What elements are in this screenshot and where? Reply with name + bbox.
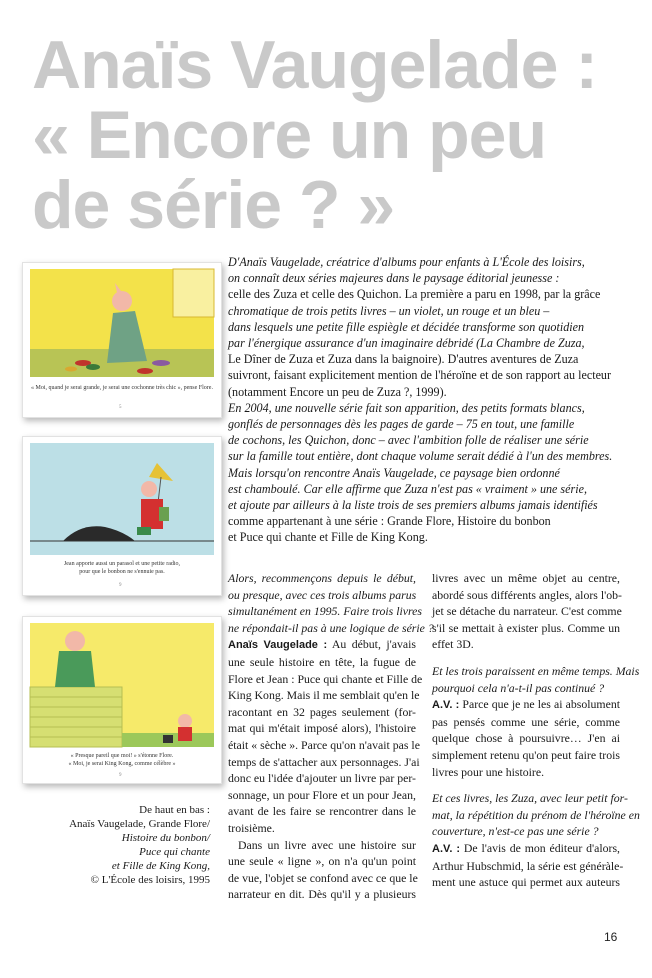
speaker-label: A.V. : (432, 842, 460, 855)
answer-line: Flore et Jean : Puce qui chante et Fille de (228, 671, 423, 686)
thumbnail-king-kong (22, 616, 222, 784)
credits-line: et Fille de King Kong, (111, 860, 210, 872)
thumbnail-grande-flore (22, 262, 222, 418)
speaker-label: Anaïs Vaugelade : (228, 639, 328, 652)
answer-line: avant de les faire se rencontrer dans le (228, 804, 416, 819)
intro-line: chromatique de trois petits livres – un violet, un rouge et un bleu – (228, 303, 550, 318)
answer-line: livres pour une histoire. (432, 764, 545, 779)
intro-line: celle des Zuza et celle des Quichon. La première a paru en 1998, par la grâce (228, 287, 601, 302)
question-line: ou presque, avec ces trois albums parus (228, 587, 417, 602)
question-line: simultanément en 1995. Faire trois livres (228, 604, 422, 619)
credits-heading: De haut en bas : (139, 804, 210, 816)
question-line: mat, la répétition du prénom de l'héroïne en (432, 807, 640, 822)
intro-line: (notamment Encore un peu de Zuza ?, 1999). (228, 384, 447, 399)
intro-line: gonflés de personnages dès les pages de garde – 75 en tout, une famille (228, 417, 575, 432)
intro-line: par l'énergique assurance d'un imaginaire débridé (La Chambre de Zuza, (228, 336, 585, 351)
answer-line: temps de s'attacher aux personnages. J'ai (228, 754, 420, 769)
credits-line: © L'École des loisirs, 1995 (90, 874, 210, 886)
intro-paragraph (228, 254, 632, 546)
title-line: « Encore un peu (32, 97, 546, 173)
thumbnail-caption: « Moi, quand je serai grande, je serai une cochonne très chic », pense Flore. (31, 385, 213, 391)
answer-line: Au début, j'avais (331, 637, 416, 652)
answer-line: ment une astuce qui permet aux auteurs (432, 875, 620, 890)
intro-line: Le Dîner de Zuza et Zuza dans la baignoire). D'autres aventures de Zuza (228, 352, 579, 367)
answer-line: une seule histoire en tête, la fugue de (228, 654, 416, 669)
interview-column-2 (432, 570, 640, 891)
article-title (32, 27, 632, 243)
thumbnail-page-number: 5 (119, 405, 122, 410)
answer-line: de vue, l'objet se confond avec ce que le (228, 870, 418, 885)
title-line: de série ? » (32, 167, 395, 243)
intro-line: on connaît deux séries majeures dans le paysage éditorial jeunesse : (228, 271, 560, 286)
answer-line: abordé sous différents angles, alors l'ob- (432, 587, 622, 602)
intro-line: et Puce qui chante et Fille de King Kong. (228, 530, 428, 545)
answer-line: livres avec un même objet au centre, (432, 571, 620, 585)
question-line: pourquoi cela n'a-t-il pas continué ? (432, 680, 605, 695)
answer-line: King Kong. Mais il me semblait qu'en le (228, 688, 420, 703)
question-line: Et les trois paraissent en même temps. Mais (432, 663, 640, 678)
illustration-grande-flore (23, 263, 221, 417)
answer-line: De l'avis de mon éditeur d'alors, (463, 840, 621, 855)
intro-line: sur la famille tout entière, dont chaque volume serait dédié à l'un des membres. (228, 449, 613, 464)
intro-line: suivront, faisant explicitement mention de l'héroïne et de son rapport au lecteur (228, 368, 612, 383)
answer-line: était « sèche ». Parce qu'on n'avait pas le (228, 737, 420, 752)
answer-line: jet se détache du narrateur. C'est comme (432, 604, 622, 619)
intro-line: de cochons, les Quichon, donc – avec l'ambition folle de réaliser une série (228, 433, 589, 448)
thumbnail-page-number: 9 (119, 583, 122, 588)
caption-line: « Presque pareil que moi! » s'étonne Flore. (70, 753, 174, 759)
intro-line: est chamboulé. Car elle affirme que Zuza n'est pas « vraiment » une série, (228, 481, 587, 496)
credits-line: Puce qui chante (139, 846, 210, 858)
caption-line: Jean apporte aussi un parasol et une petite radio, (63, 561, 181, 567)
thumbnail-caption (29, 561, 215, 576)
answer-line: sonnage, un pour Flore et un pour Jean, (228, 787, 416, 802)
question-line: couverture, n'est-ce pas une série ? (432, 824, 599, 839)
caption-line: pour que le bonbon ne s'ennuie pas. (79, 568, 165, 575)
answer-line: troisième. (228, 820, 275, 835)
caption-line: « Moi, je serai King Kong, comme célèbre » (68, 760, 176, 767)
question-line: Alors, recommençons depuis le début, (228, 571, 416, 585)
page-number: 16 (604, 930, 618, 944)
intro-line: En 2004, une nouvelle série fait son apparition, des petits formats blancs, (228, 400, 585, 415)
intro-line: comme appartenant à une série : Grande Flore, Histoire du bonbon (228, 514, 551, 529)
intro-line: D'Anaïs Vaugelade, créatrice d'albums pour enfants à L'École des loisirs, (228, 255, 585, 269)
credits-line: Anaïs Vaugelade, Grande Flore/ (69, 818, 210, 830)
speaker-label: A.V. : (432, 699, 460, 712)
interview-column-1 (228, 570, 434, 903)
answer-line: Parce que je ne les ai absolument (462, 697, 620, 712)
answer-line: pas pensés comme une série, comme (432, 714, 620, 729)
question-line: Et ces livres, les Zuza, avec leur petit for- (432, 791, 628, 806)
answer-line: quelque chose à poursuivre… J'en ai (432, 731, 620, 746)
thumbnail-caption (29, 753, 215, 768)
answer-line: simplement retenu qu'on peut faire trois (432, 747, 620, 762)
image-credits (60, 803, 210, 887)
intro-line: et ajoute par ailleurs à la liste trois de ses premiers albums jamais identifiés (228, 498, 598, 513)
answer-line: Dans un livre avec une histoire sur (238, 837, 416, 852)
question-line: ne répondait-il pas à une logique de série ? (228, 620, 434, 635)
title-line: Anaïs Vaugelade : (32, 27, 597, 103)
answer-line: mat qui m'était imposé alors), l'histoire (228, 721, 416, 736)
thumbnail-page-number: 9 (119, 773, 122, 778)
answer-line: racontant en 32 pages seulement (for- (228, 704, 416, 719)
thumbnail-histoire-du-bonbon (22, 436, 222, 596)
answer-line: une seule « ligne », on n'a qu'un point (228, 854, 416, 869)
credits-line: Histoire du bonbon/ (121, 832, 210, 844)
answer-line: narrateur en dit. Dès qu'il y a plusieurs (228, 887, 416, 902)
answer-line: Arthur Hubschmid, la série est généràle- (432, 858, 624, 873)
answer-line: effet 3D. (432, 637, 474, 652)
intro-line: dans lesquels une petite fille espiègle et décidée transforme son quotidien (228, 319, 585, 334)
answer-line: s'il se mettait à exister plus. Comme un (432, 620, 620, 635)
intro-line: Mais lorsqu'on rencontre Anaïs Vaugelade, ce paysage bien ordonné (228, 465, 560, 480)
answer-line: donc eu l'idée d'ajouter un livre par per- (228, 771, 416, 786)
